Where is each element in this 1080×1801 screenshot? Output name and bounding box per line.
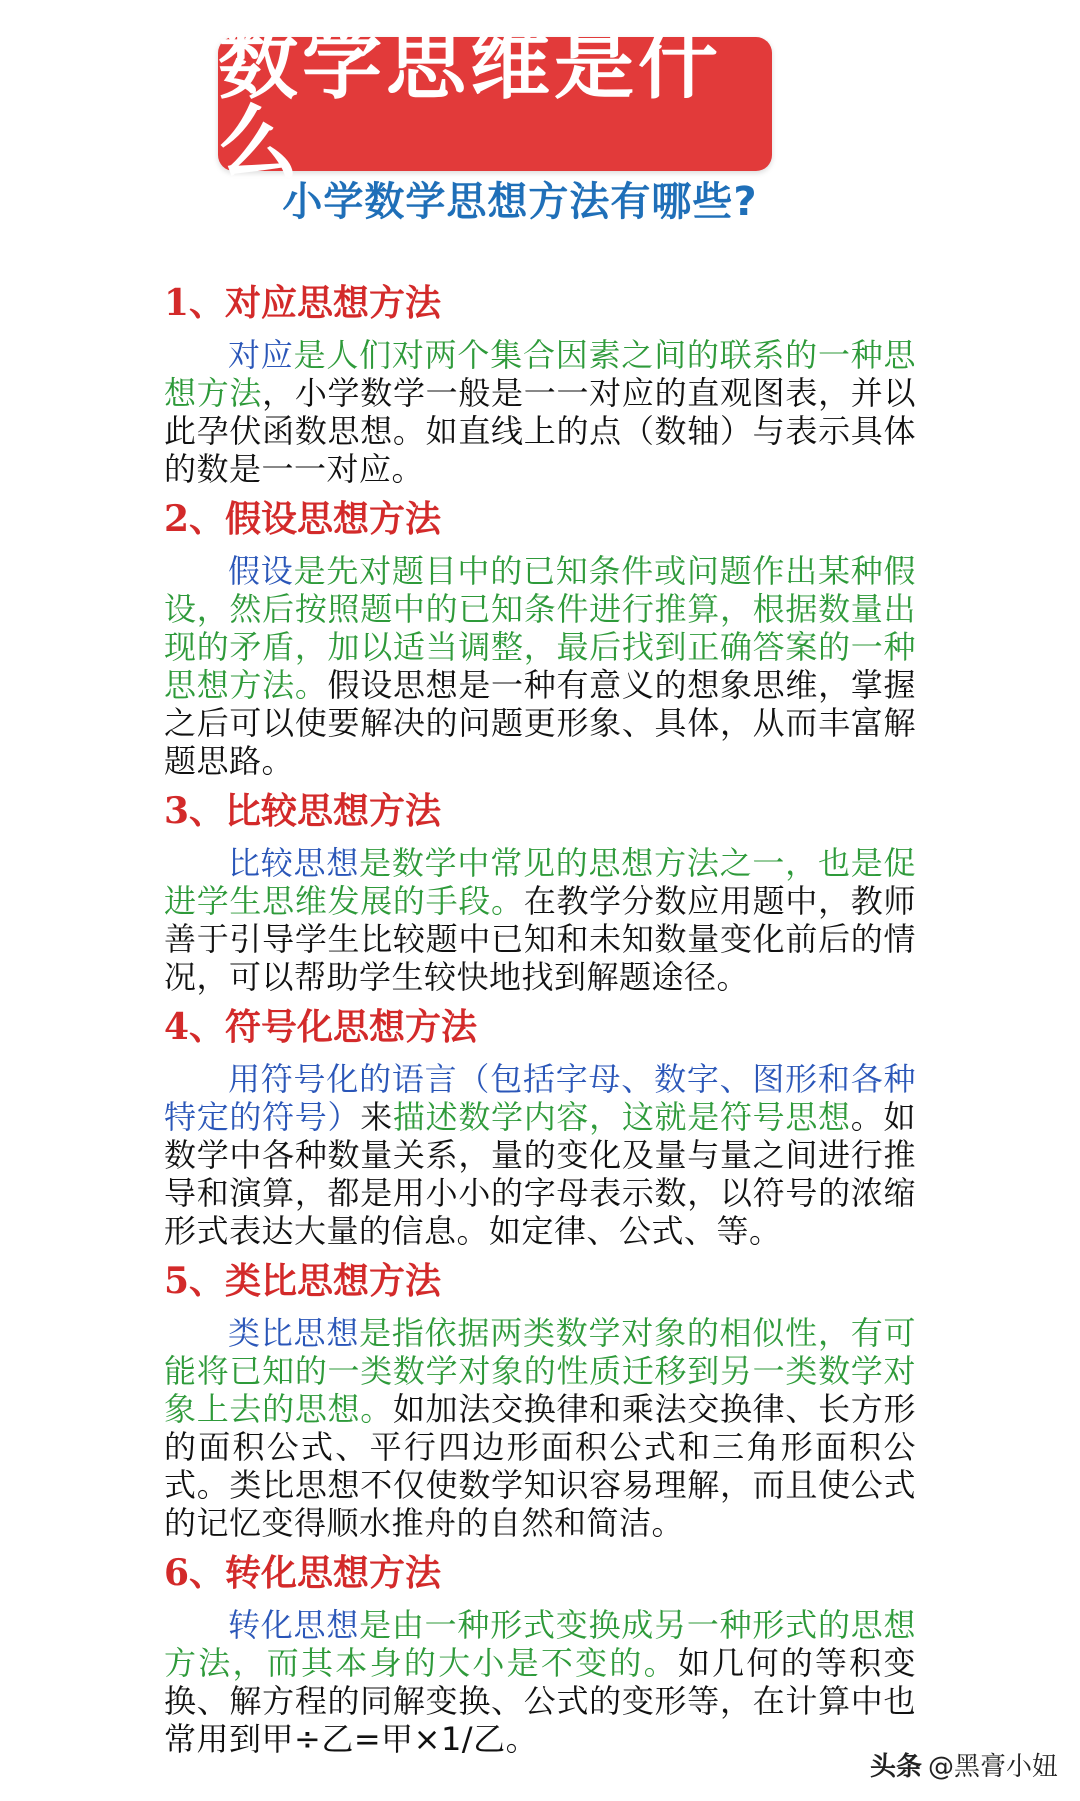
body-text: 假设思想是一种有意义的想象思维，掌握之后可以使要解决的问题更形象、具体，从而丰富解题思路。 <box>164 666 916 780</box>
section-heading: 4、符号化思想方法 <box>164 1006 478 1048</box>
keyword-text: 转化思想 <box>228 1606 360 1644</box>
highlight-text: 是数学中常见的思想方法之一，也是促进学生思维发展的手段。 <box>164 844 916 920</box>
section-paragraph <box>164 336 916 488</box>
section-assumption <box>164 494 916 780</box>
section-heading: 1、对应思想方法 <box>164 282 442 324</box>
section-comparison <box>164 786 916 996</box>
watermark-app: 头条 <box>869 1752 922 1782</box>
keyword-text: 假设 <box>228 552 294 590</box>
highlight-text: 描述数学内容，这就是符号思想 <box>392 1098 851 1136</box>
article-body <box>164 278 916 1764</box>
section-heading: 2、假设思想方法 <box>164 498 442 540</box>
section-heading: 5、类比思想方法 <box>164 1260 442 1302</box>
body-text: 在教学分数应用题中，教师善于引导学生比较题中已知和未知数量变化前后的情况，可以帮助学生较快地找到解题途径。 <box>164 882 916 996</box>
section-paragraph <box>164 1314 916 1542</box>
keyword-text: 比较思想 <box>228 844 360 882</box>
highlight-text: 是指依据两类数学对象的相似性，有可能将已知的一类数学对象的性质迁移到另一类数学对象上去的思想。 <box>164 1314 916 1428</box>
body-text: 如加法交换律和乘法交换律、长方形的面积公式、平行四边形面积公式和三角形面积公式。类比思想不仅使数学知识容易理解，而且使公式的记忆变得顺水推舟的自然和简洁。 <box>164 1390 916 1542</box>
connector-text: 来 <box>360 1098 393 1136</box>
highlight-text: 是人们对两个集合因素之间的联系的一种思想方法 <box>164 336 916 412</box>
body-text: ，小学数学一般是一一对应的直观图表，并以此孕伏函数思想。如直线上的点（数轴）与表示具体的数是一一对应。 <box>164 374 916 488</box>
section-transformation <box>164 1548 916 1758</box>
keyword-text: 类比思想 <box>228 1314 360 1352</box>
page-subtitle: 小学数学思想方法有哪些? <box>282 179 758 225</box>
section-paragraph <box>164 1060 916 1250</box>
section-analogy <box>164 1256 916 1542</box>
page-title: 数学思维是什么 <box>218 17 722 190</box>
section-heading: 6、转化思想方法 <box>164 1552 442 1594</box>
highlight-text: 是由一种形式变换成另一种形式的思想方法，而其本身的大小是不变的。 <box>164 1606 916 1682</box>
body-text: 。如数学中各种数量关系，量的变化及量与量之间进行推导和演算，都是用小小的字母表示数，以符号的浓缩形式表达大量的信息。如定律、公式、等。 <box>164 1098 916 1250</box>
section-paragraph <box>164 552 916 780</box>
section-correspondence <box>164 278 916 488</box>
keyword-text: 对应 <box>228 336 294 374</box>
watermark <box>870 1746 1058 1783</box>
section-heading: 3、比较思想方法 <box>164 790 442 832</box>
watermark-account: @黑膏小妞 <box>927 1752 1058 1782</box>
highlight-text: 是先对题目中的已知条件或问题作出某种假设，然后按照题中的已知条件进行推算，根据数量出现的矛盾，加以适当调整，最后找到正确答案的一种思想方法。 <box>164 552 916 704</box>
body-text: 如几何的等积变换、解方程的同解变换、公式的变形等，在计算中也常用到甲÷乙=甲×1/乙。 <box>164 1644 916 1758</box>
section-paragraph <box>164 844 916 996</box>
section-paragraph <box>164 1606 916 1758</box>
keyword-text: 用符号化的语言（包括字母、数字、图形和各种特定的符号） <box>164 1060 916 1136</box>
section-symbolization <box>164 1002 916 1250</box>
title-banner <box>218 17 772 190</box>
